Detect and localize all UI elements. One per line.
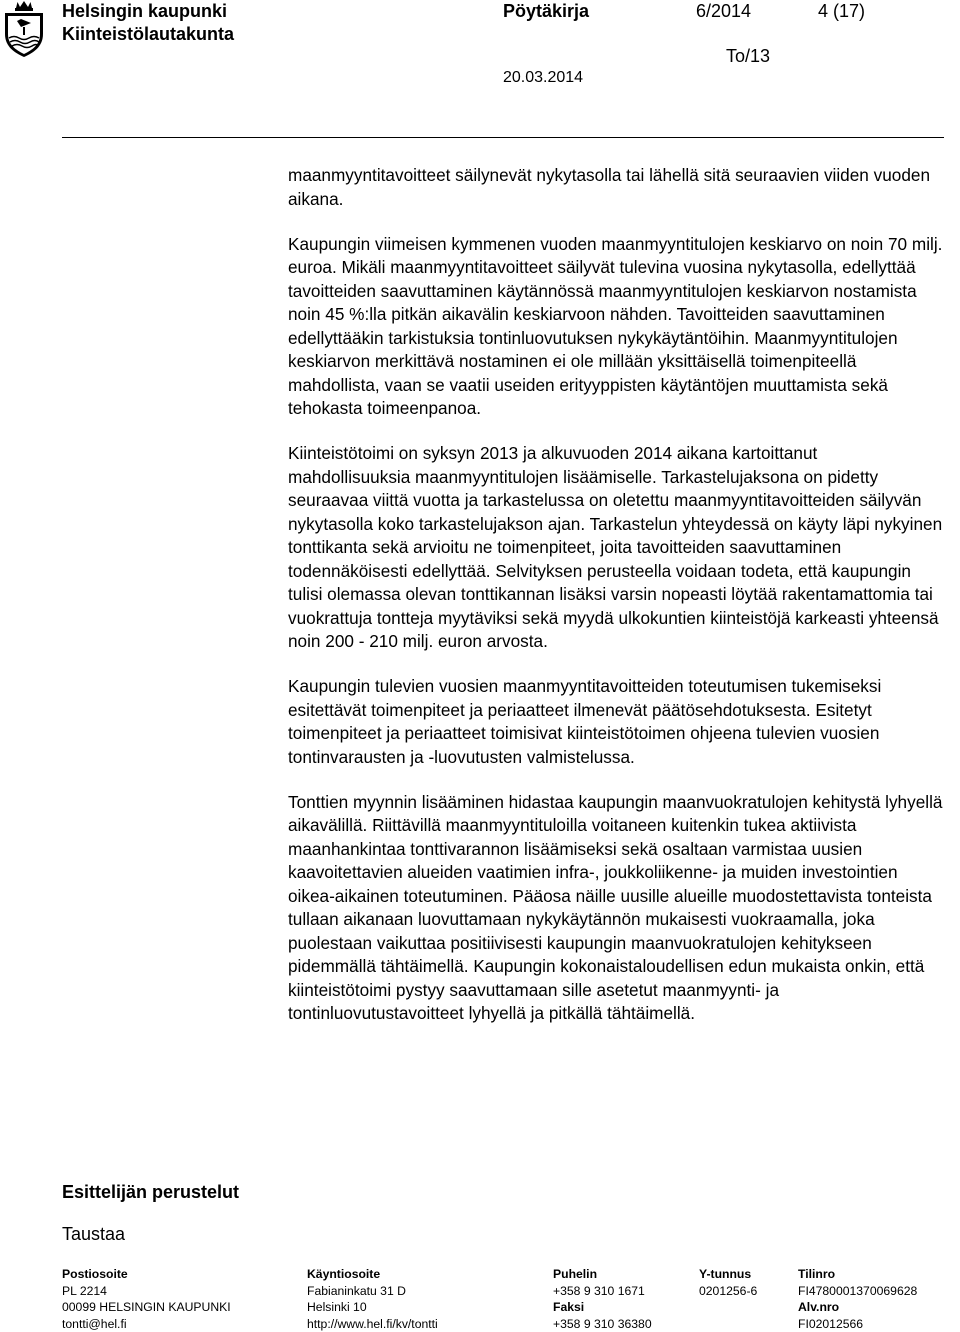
footer-value: Fabianinkatu 31 D: [307, 1283, 406, 1298]
footer-business-id: [699, 1266, 757, 1299]
footer-label: Postiosoite: [62, 1267, 128, 1281]
footer-label: Tilinro: [798, 1267, 836, 1281]
item-number: To/13: [726, 46, 771, 66]
footer-url: http://www.hel.fi/kv/tontti: [307, 1316, 438, 1331]
footer-phone: [553, 1266, 652, 1332]
page-footer: [0, 1266, 960, 1332]
paragraph: Kiinteistötoimi on syksyn 2013 ja alkuvuoden 2014 aikana kartoittanut mahdollisuuksia maanmyyntitulojen lisäämiselle. Tarkastelujaksona on pidetty seuraavaa viittä vuotta ja tarkastelussa on oletettu maanmyyntitavoitteiden säilyvän nykytasolla koko tarkastelujakson ajan. Tarkastelun yhteydessä on käyty läpi nykyinen tonttikanta sekä arvioitu ne toimenpiteet, joita tavoitteiden saavuttaminen todennäköisesti edellyttää. Selvityksen perusteella voidaan todeta, että kaupungin tulisi olemassa olevan tonttikannan lisäksi varsin nopeasti löytää rakentamattomia tai vuokrattuja tontteja myytäviksi sekä myydä ulkokuntien kiinteistöjä karkeasti yhteensä noin 200 - 210 milj. euron arvosta.: [288, 443, 943, 651]
section-heading: Esittelijän perustelut: [62, 1182, 240, 1202]
organization-name: Helsingin kaupunki: [62, 1, 228, 21]
footer-label: Puhelin: [553, 1267, 598, 1281]
footer-label: Alv.nro: [798, 1300, 840, 1314]
footer-value: FI4780001370069628: [798, 1283, 918, 1298]
footer-value: +358 9 310 1671: [553, 1283, 645, 1298]
header-divider: [62, 137, 944, 138]
footer-label: Faksi: [553, 1300, 585, 1314]
paragraph: Kaupungin tulevien vuosien maanmyyntitavoitteiden toteutumisen tukemiseksi esitettävät toimenpiteet ja periaatteet ilmenevät päätösehdotuksesta. Esitetyt toimenpiteet ja periaatteet toimisivat kiinteistötoimen ohjeena tulevien vuosien tontinvarausten ja -luovutusten valmistelussa.: [288, 676, 882, 767]
footer-value: PL 2214: [62, 1283, 107, 1298]
footer-label: Käyntiosoite: [307, 1267, 381, 1281]
footer-value: 0201256-6: [699, 1283, 758, 1298]
footer-postal-address: [62, 1266, 231, 1332]
footer-value: +358 9 310 36380: [553, 1316, 652, 1331]
footer-visiting-address: [307, 1266, 438, 1332]
header-organization-block: [62, 0, 234, 46]
footer-email: tontti@hel.fi: [62, 1316, 127, 1331]
meeting-date: 20.03.2014: [503, 69, 584, 86]
helsinki-crest-logo: [2, 0, 46, 58]
footer-value: FI02012566: [798, 1316, 864, 1331]
section-subheading: Taustaa: [62, 1224, 126, 1244]
paragraph: maanmyyntitavoitteet säilynevät nykytasolla tai lähellä sitä seuraavien viiden vuoden aikana.: [288, 165, 931, 209]
paragraph: Tonttien myynnin lisääminen hidastaa kaupungin maanvuokratulojen kehitystä lyhyellä aikavälillä. Riittävillä maanmyyntituloilla voitaneen kuitenkin tukea aktiivista maanhankintaa tonttivarannon lisäämiseksi sekä osaltaan varmistaa uusien kaavoitettavien alueiden vaatimien infra-, joukkoliikenne- ja muiden investointien oikea-aikainen toteutuminen. Pääosa näille uusille alueille muodostettavista tonteista tullaan aikanaan luovuttamaan nykykäytännön mukaisesti vuokraamalla, joka puolestaan vaikuttaa positiivisesti kaupungin maanvuokratulojen kehitykseen pidemmällä tähtäimellä. Kaupungin kokonaistaloudellisen edun mukaista onkin, että kiinteistötoimi pystyy saavuttamaan sille asetetut maanmyynti- ja tontinluovutustavoitteet lyhyellä ja pitkällä tähtäimellä.: [288, 791, 943, 1023]
document-number: 6/2014: [696, 1, 752, 21]
document-type: Pöytäkirja: [503, 1, 590, 21]
board-name: Kiinteistölautakunta: [62, 24, 235, 44]
page-number: 4 (17): [818, 1, 866, 21]
footer-label: Y-tunnus: [699, 1267, 752, 1281]
footer-value: 00099 HELSINGIN KAUPUNKI: [62, 1300, 231, 1314]
footer-account: [798, 1266, 917, 1332]
paragraph: Kaupungin viimeisen kymmenen vuoden maanmyyntitulojen keskiarvo on noin 70 milj. euroa. Mikäli maanmyyntitavoitteet säilyvät tulevina vuosina nykytasolla, edellyttää tavoitteiden saavuttaminen käytännössä maanmyyntitulojen keskiarvon nostamista noin 45 %:lla pitkän aikavälin keskiarvoon nähden. Tavoitteiden saavuttaminen edellyttääkin tarkistuksia tontinluovutuksen nykykäytäntöihin. Maanmyyntitulojen keskiarvon merkittävä nostaminen ei ole millään yksittäisellä toimenpiteellä mahdollista, vaan se vaatii useiden erityyppisten käytäntöjen muuttamista sekä tehokasta toimeenpanoa.: [288, 233, 943, 418]
footer-value: Helsinki 10: [307, 1300, 367, 1314]
document-body: [288, 164, 944, 1047]
